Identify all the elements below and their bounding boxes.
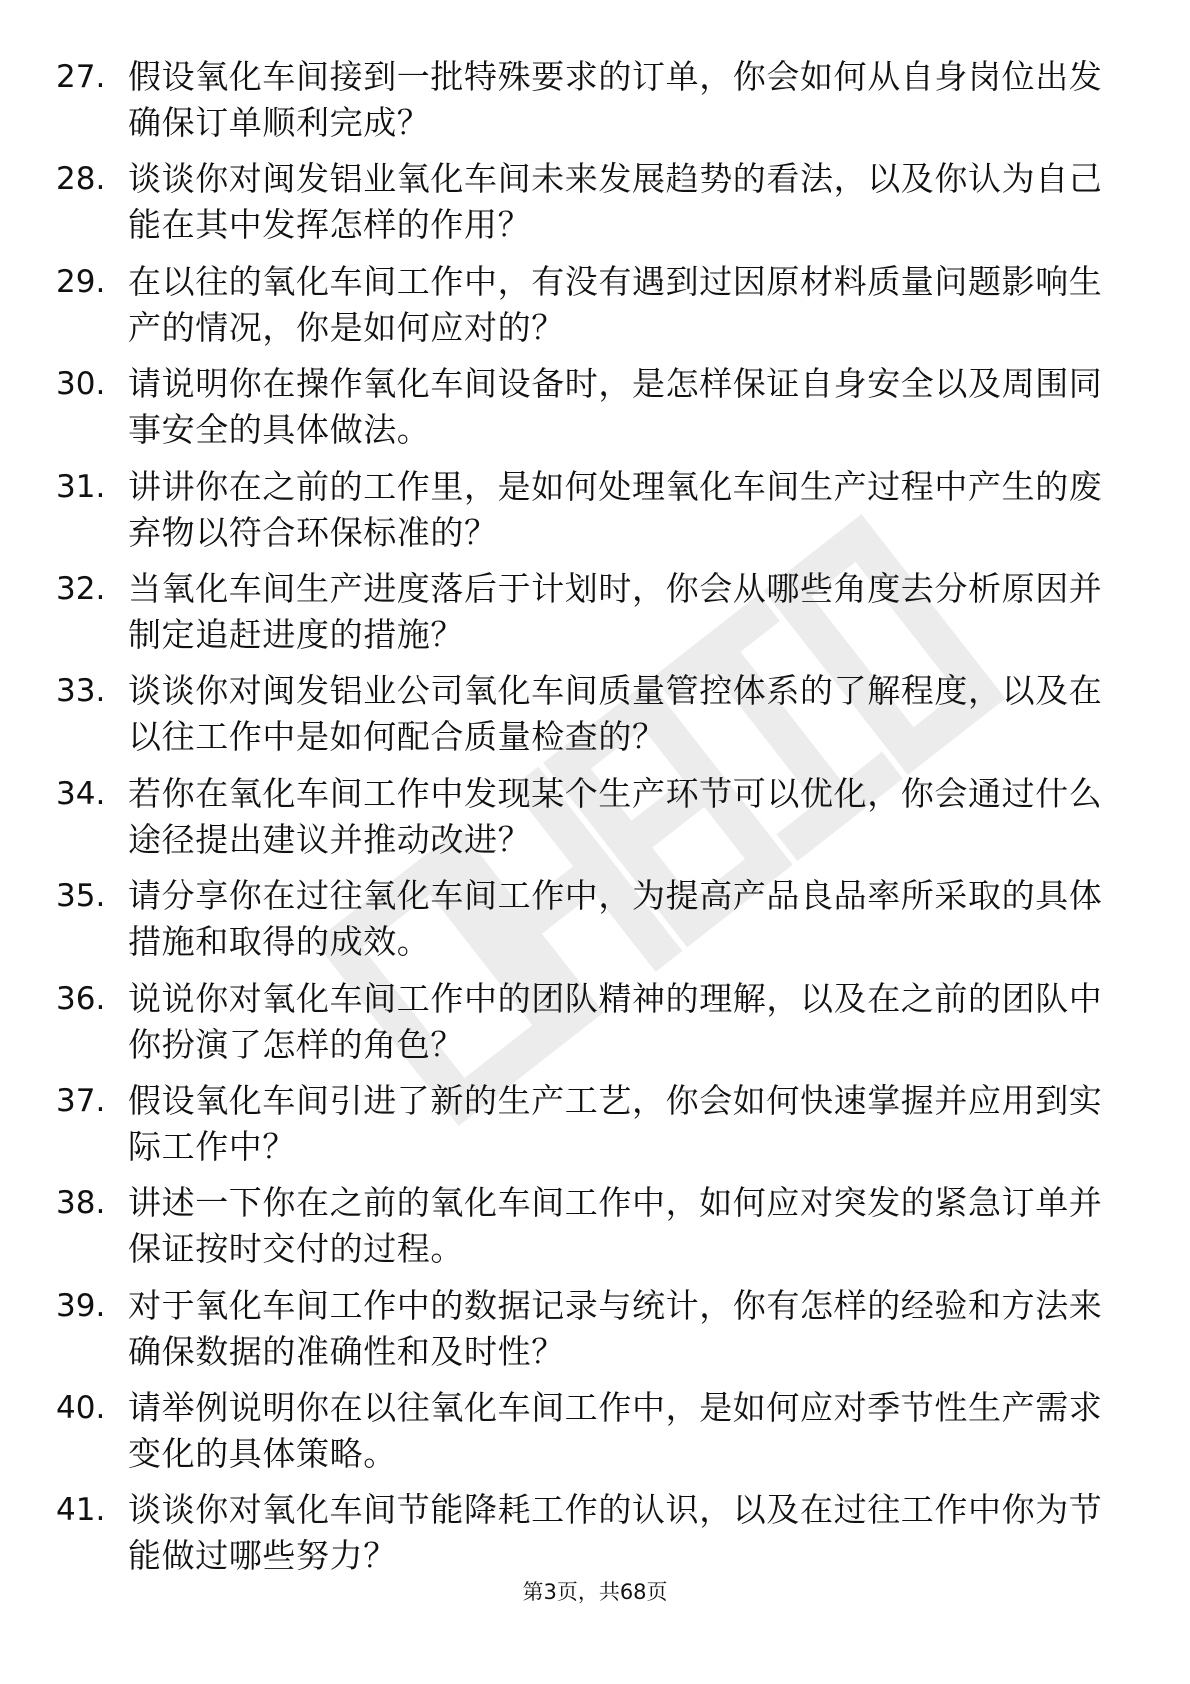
question-number: 29. xyxy=(56,263,106,300)
question-item xyxy=(56,566,1136,668)
page-number-label: 第3页，共68页 xyxy=(522,1580,668,1604)
question-text: 对于氧化车间工作中的数据记录与统计，你有怎样的经验和方法来确保数据的准确性和及时性？ xyxy=(128,1285,1103,1371)
question-item xyxy=(56,156,1136,258)
question-number: 30. xyxy=(56,366,106,403)
question-number: 37. xyxy=(56,1082,106,1119)
question-text: 谈谈你对氧化车间节能降耗工作的认识，以及在过往工作中你为节能做过哪些努力？ xyxy=(128,1490,1103,1576)
question-number: 36. xyxy=(56,980,106,1017)
question-text: 讲讲你在之前的工作里，是如何处理氧化车间生产过程中产生的废弃物以符合环保标准的？ xyxy=(128,466,1103,552)
question-text: 请分享你在过往氧化车间工作中，为提高产品良品率所采取的具体措施和取得的成效。 xyxy=(128,876,1103,962)
question-item xyxy=(56,464,1136,566)
question-text: 讲述一下你在之前的氧化车间工作中，如何应对突发的紧急订单并保证按时交付的过程。 xyxy=(128,1183,1103,1269)
question-number: 33. xyxy=(56,673,106,710)
question-text: 谈谈你对闽发铝业公司氧化车间质量管控体系的了解程度，以及在以往工作中是如何配合质量检查的？ xyxy=(128,671,1103,757)
question-number: 41. xyxy=(56,1492,106,1529)
question-item xyxy=(56,54,1136,156)
question-text: 假设氧化车间引进了新的生产工艺，你会如何快速掌握并应用到实际工作中？ xyxy=(128,1080,1103,1166)
question-text: 请说明你在操作氧化车间设备时，是怎样保证自身安全以及周围同事安全的具体做法。 xyxy=(128,364,1103,450)
question-number: 31. xyxy=(56,468,106,505)
question-number: 27. xyxy=(56,59,106,95)
question-item xyxy=(56,1487,1136,1589)
question-text: 假设氧化车间接到一批特殊要求的订单，你会如何从自身岗位出发确保订单顺利完成？ xyxy=(128,57,1103,142)
question-item xyxy=(56,361,1136,463)
question-number: 35. xyxy=(56,878,106,915)
question-item xyxy=(56,259,1136,361)
question-number: 39. xyxy=(56,1287,106,1324)
question-list xyxy=(56,54,1136,1590)
question-number: 34. xyxy=(56,775,106,812)
question-text: 说说你对氧化车间工作中的团队精神的理解，以及在之前的团队中你扮演了怎样的角色？ xyxy=(128,978,1103,1064)
question-item xyxy=(56,1078,1136,1180)
question-number: 28. xyxy=(56,161,106,198)
page-footer xyxy=(0,1577,1190,1607)
question-text: 在以往的氧化车间工作中，有没有遇到过因原材料质量问题影响生产的情况，你是如何应对的？ xyxy=(128,261,1103,347)
question-item xyxy=(56,1283,1136,1385)
question-number: 38. xyxy=(56,1185,106,1222)
question-item xyxy=(56,668,1136,770)
question-item xyxy=(56,873,1136,975)
question-number: 32. xyxy=(56,570,106,607)
question-item xyxy=(56,1180,1136,1282)
question-text: 当氧化车间生产进度落后于计划时，你会从哪些角度去分析原因并制定追赶进度的措施？ xyxy=(128,568,1103,654)
question-text: 谈谈你对闽发铝业氧化车间未来发展趋势的看法，以及你认为自己能在其中发挥怎样的作用？ xyxy=(128,159,1103,245)
question-item xyxy=(56,771,1136,873)
question-item xyxy=(56,1385,1136,1487)
question-text: 请举例说明你在以往氧化车间工作中，是如何应对季节性生产需求变化的具体策略。 xyxy=(128,1388,1103,1474)
question-number: 40. xyxy=(56,1390,106,1427)
question-text: 若你在氧化车间工作中发现某个生产环节可以优化，你会通过什么途径提出建议并推动改进？ xyxy=(128,773,1103,859)
question-item xyxy=(56,976,1136,1078)
